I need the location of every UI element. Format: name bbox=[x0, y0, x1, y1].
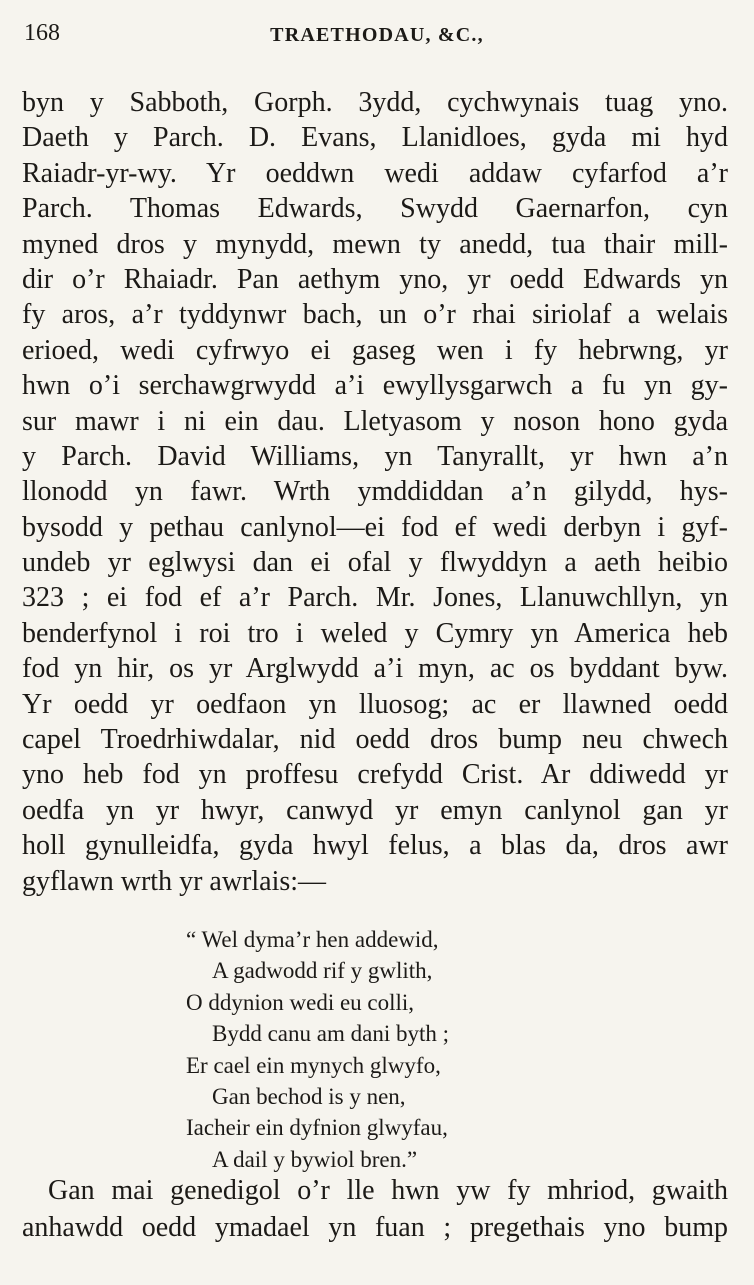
verse-line: O ddynion wedi eu colli, bbox=[186, 989, 415, 1015]
page-header bbox=[22, 20, 732, 52]
text-line: Parch. Thomas Edwards, Swydd Gaernarfon, cyn bbox=[22, 193, 728, 225]
verse-line: “ Wel dyma’r hen addewid, bbox=[186, 927, 439, 952]
text-line: yno heb fod yn proffesu crefydd Crist. Ar ddiwedd yr bbox=[22, 759, 728, 791]
text-line: myned dros y mynydd, mewn ty anedd, tua thair mill- bbox=[22, 228, 728, 260]
verse-line: Gan bechod is y nen, bbox=[212, 1083, 406, 1109]
text-line: oedfa yn yr hwyr, canwyd yr emyn canlynol gan yr bbox=[22, 794, 728, 826]
text-line: 323 ; ei fod ef a’r Parch. Mr. Jones, Llanuwchllyn, yn bbox=[22, 582, 728, 614]
verse-line: A dail y bywiol bren.” bbox=[212, 1146, 418, 1172]
page-number: 168 bbox=[24, 20, 60, 46]
text-line: bysodd y pethau canlynol—ei fod ef wedi derbyn i gyf- bbox=[22, 511, 728, 543]
text-line: llonodd yn fawr. Wrth ymddiddan a’n gilydd, hys- bbox=[22, 476, 728, 508]
text-line: Raiadr-yr-wy. Yr oeddwn wedi addaw cyfarfod a’r bbox=[22, 157, 728, 189]
text-line: byn y Sabboth, Gorph. 3ydd, cychwynais tuag yno. bbox=[22, 87, 728, 118]
text-line: y Parch. David Williams, yn Tanyrallt, yr hwn a’n bbox=[22, 440, 728, 472]
text-line: dir o’r Rhaiadr. Pan aethym yno, yr oedd Edwards yn bbox=[22, 263, 728, 295]
paragraph-main bbox=[22, 85, 728, 899]
text-line: fod yn hir, os yr Arglwydd a’i myn, ac os byddant byw. bbox=[22, 653, 728, 685]
hymn-verse bbox=[186, 924, 606, 1175]
verse-line: Er cael ein mynych glwyfo, bbox=[186, 1052, 441, 1078]
text-line: Gan mai genedigol o’r lle hwn yw fy mhriod, gwaith bbox=[48, 1175, 728, 1206]
running-head: TRAETHODAU, &C., bbox=[270, 24, 484, 46]
text-line: fy aros, a’r tyddynwr bach, un o’r rhai siriolaf a welais bbox=[22, 299, 728, 331]
text-line: benderfynol i roi tro i weled y Cymry yn America heb bbox=[22, 617, 728, 649]
text-line: Yr oedd yr oedfaon yn lluosog; ac er llawned oedd bbox=[22, 688, 728, 720]
text-line: gyflawn wrth yr awrlais:— bbox=[22, 865, 327, 897]
text-line: erioed, wedi cyfrwyo ei gaseg wen i fy hebrwng, yr bbox=[22, 334, 728, 366]
verse-line: Bydd canu am dani byth ; bbox=[212, 1021, 449, 1047]
text-line: anhawdd oedd ymadael yn fuan ; pregethais yno bump bbox=[22, 1212, 728, 1243]
text-line: hwn o’i serchawgrwydd a’i ewyllysgarwch a fu yn gy- bbox=[22, 370, 728, 402]
text-line: sur mawr i ni ein dau. Lletyasom y noson hono gyda bbox=[22, 405, 728, 437]
text-line: Daeth y Parch. D. Evans, Llanidloes, gyda mi hyd bbox=[22, 122, 728, 154]
verse-line: Iacheir ein dyfnion glwyfau, bbox=[186, 1115, 448, 1141]
text-line: undeb yr eglwysi dan ei ofal y flwyddyn a aeth heibio bbox=[22, 547, 728, 579]
paragraph-closing bbox=[22, 1172, 728, 1246]
verse-line: A gadwodd rif y gwlith, bbox=[212, 958, 433, 984]
text-line: holl gynulleidfa, gyda hwyl felus, a blas da, dros awr bbox=[22, 830, 728, 862]
text-line: capel Troedrhiwdalar, nid oedd dros bump neu chwech bbox=[22, 724, 728, 756]
